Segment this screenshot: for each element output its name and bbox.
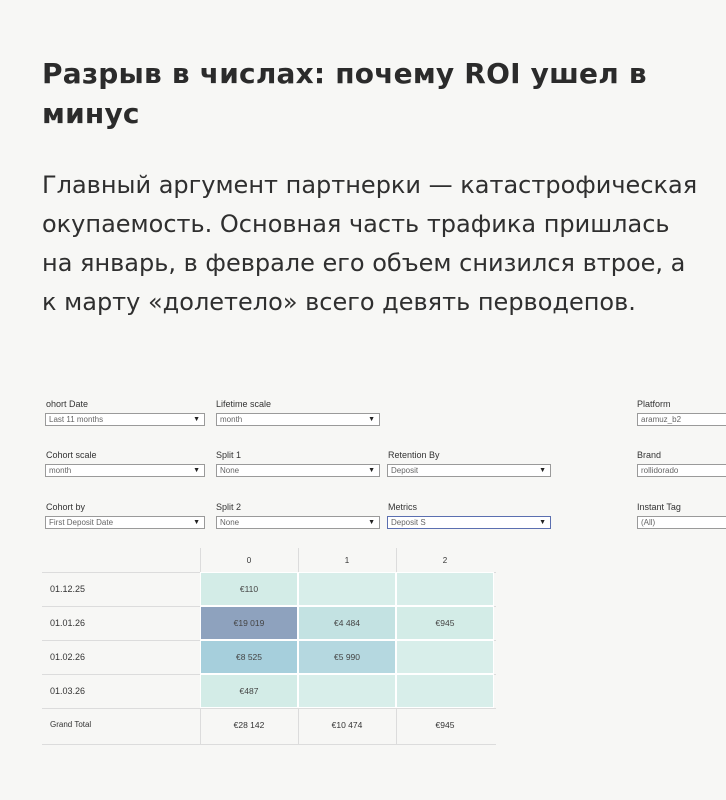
row-label: 01.01.26 <box>50 618 86 628</box>
brand-dropdown[interactable] <box>637 464 726 477</box>
row-label: 01.12.25 <box>50 584 86 594</box>
column-header: 1 <box>344 556 350 565</box>
brand-value: rollidorado <box>641 466 679 475</box>
lifetime-scale-label: Lifetime scale <box>216 399 272 409</box>
column-header: 0 <box>246 556 252 565</box>
cohort-by-label: Cohort by <box>46 502 86 512</box>
platform-value: aramuz_b2 <box>641 415 682 424</box>
filter-panel <box>0 396 726 536</box>
split1-dropdown[interactable] <box>216 464 380 477</box>
grand-total-value: €945 <box>435 720 455 730</box>
cohort-scale-dropdown[interactable] <box>45 464 205 477</box>
split2-dropdown[interactable] <box>216 516 380 529</box>
row-label: 01.03.26 <box>50 686 86 696</box>
platform-label: Platform <box>637 399 671 409</box>
split2-value: None <box>220 518 240 527</box>
chevron-down-icon: ▼ <box>193 416 200 423</box>
metrics-value: Deposit S <box>391 518 426 527</box>
chevron-down-icon: ▼ <box>193 519 200 526</box>
article-heading: Разрыв в числах: почему ROI ушел в минус <box>42 57 647 130</box>
retention-by-dropdown[interactable] <box>387 464 551 477</box>
split1-label: Split 1 <box>216 450 242 460</box>
cohort-by-value: First Deposit Date <box>49 518 114 527</box>
cohort-scale-label: Cohort scale <box>46 450 97 460</box>
table-cell <box>396 640 494 674</box>
chevron-down-icon: ▼ <box>368 519 375 526</box>
retention-by-label: Retention By <box>388 450 440 460</box>
retention-by-value: Deposit <box>391 466 419 475</box>
table-cell <box>298 572 396 606</box>
table-cell <box>298 674 396 708</box>
cohort-by-dropdown[interactable] <box>45 516 205 529</box>
table-cell: €19 019 <box>200 606 298 640</box>
split2-label: Split 2 <box>216 502 242 512</box>
metrics-label: Metrics <box>388 502 417 512</box>
column-header: 2 <box>442 556 448 565</box>
row-divider <box>42 708 496 709</box>
cohort-date-value: Last 11 months <box>49 415 104 424</box>
chevron-down-icon: ▼ <box>368 416 375 423</box>
metrics-dropdown[interactable] <box>387 516 551 529</box>
chevron-down-icon: ▼ <box>368 467 375 474</box>
row-label: 01.02.26 <box>50 652 86 662</box>
instant-tag-value: (All) <box>641 518 656 527</box>
lifetime-scale-dropdown[interactable] <box>216 413 380 426</box>
cohort-scale-value: month <box>49 466 72 475</box>
platform-dropdown[interactable] <box>637 413 726 426</box>
table-cell: €945 <box>396 606 494 640</box>
grand-total-value: €10 474 <box>331 720 363 730</box>
table-cell: €110 <box>200 572 298 606</box>
grand-total-value: €28 142 <box>233 720 265 730</box>
split1-value: None <box>220 466 240 475</box>
table-cell: €487 <box>200 674 298 708</box>
table-cell: €8 525 <box>200 640 298 674</box>
table-cell <box>396 674 494 708</box>
table-cell: €4 484 <box>298 606 396 640</box>
cohort-date-label: ohort Date <box>46 399 89 409</box>
chevron-down-icon: ▼ <box>539 519 546 526</box>
article-paragraph: Главный аргумент партнерки — катастрофическая окупаемость. Основная часть трафика пришлась на январь, в феврале его объем снизился втрое, а к марту «долетело» всего девять перводепов. <box>42 171 698 316</box>
chevron-down-icon: ▼ <box>539 467 546 474</box>
chevron-down-icon: ▼ <box>193 467 200 474</box>
lifetime-scale-value: month <box>220 415 243 424</box>
table-cell <box>396 572 494 606</box>
grand-total-label: Grand Total <box>50 720 92 729</box>
brand-label: Brand <box>637 450 662 460</box>
instant-tag-label: Instant Tag <box>637 502 681 512</box>
table-cell: €5 990 <box>298 640 396 674</box>
instant-tag-dropdown[interactable] <box>637 516 726 529</box>
row-divider <box>42 744 496 745</box>
cohort-table <box>42 548 502 746</box>
cohort-date-dropdown[interactable] <box>45 413 205 426</box>
